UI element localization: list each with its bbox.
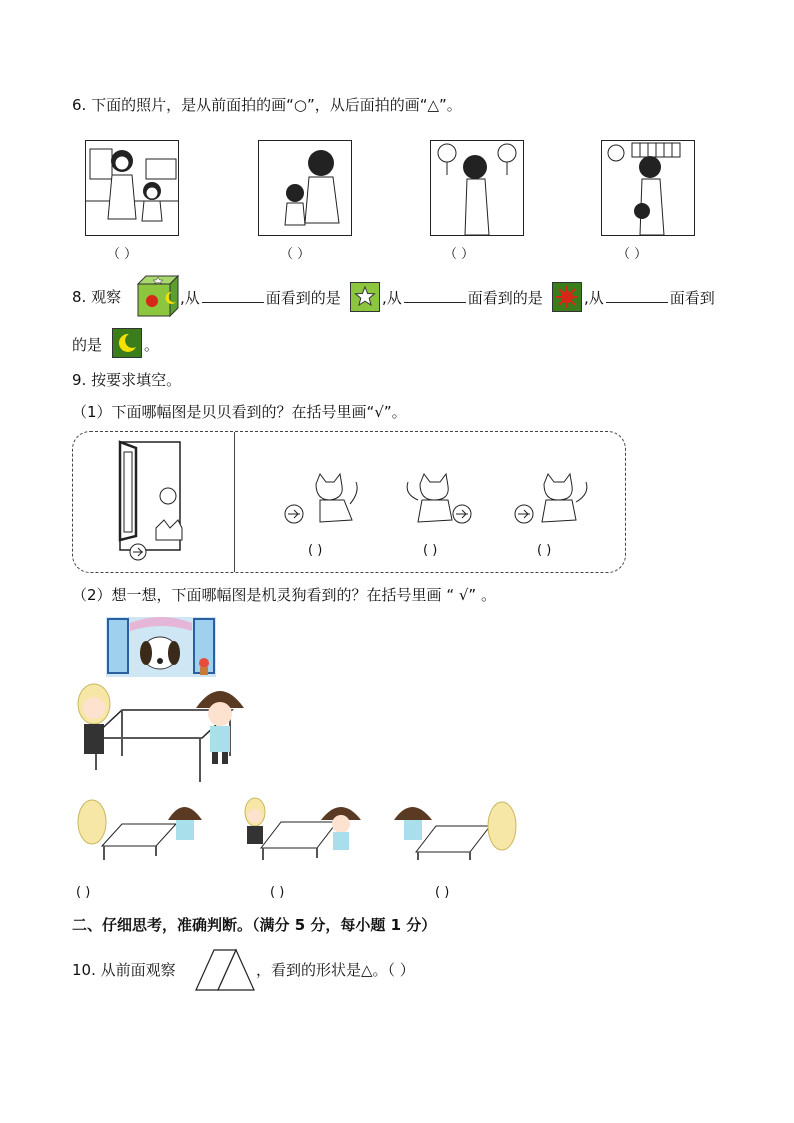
- triangular-prism-shape: [194, 948, 256, 992]
- view-option-3: [390, 796, 530, 860]
- photo-4-side: [601, 140, 695, 236]
- q8-from-2: ,从: [382, 289, 402, 307]
- q6-text: 6. 下面的照片，是从前面拍的画“○”，从后面拍的画“△”。: [72, 96, 462, 114]
- q8-part1: [180, 287, 341, 308]
- dog-window: [106, 617, 216, 677]
- q10-lead: 10. 从前面观察: [72, 961, 176, 979]
- q9-1-answer-1[interactable]: ( ): [308, 543, 323, 558]
- cube-picture: [136, 274, 180, 318]
- q9-divider: [234, 432, 235, 572]
- q8-see-3: 面看到: [669, 289, 715, 307]
- table-scene: [72, 678, 272, 788]
- view-option-1: [72, 796, 212, 860]
- q8-blank-3[interactable]: [606, 287, 668, 303]
- cat-view-3: [510, 470, 592, 530]
- sun-face: [552, 282, 582, 312]
- q6-answer-4[interactable]: （ ）: [617, 247, 648, 262]
- q6-answer-2[interactable]: （ ）: [280, 247, 311, 262]
- photo-2-back: [258, 140, 352, 236]
- q8-blank-2[interactable]: [404, 287, 466, 303]
- q8-part2: [382, 287, 543, 308]
- q9-1-answer-2[interactable]: ( ): [423, 543, 438, 558]
- q8-see-2: 面看到的是: [467, 289, 543, 307]
- q6-answer-1[interactable]: （ ）: [107, 247, 138, 262]
- q8-line2: [72, 335, 102, 355]
- q8-lead: 8. 观察: [72, 288, 122, 306]
- q9-2-answer-3[interactable]: ( ): [435, 885, 450, 900]
- q8-from-1: ,从: [180, 289, 200, 307]
- q6-answer-3[interactable]: （ ）: [444, 247, 475, 262]
- star-face: [350, 282, 380, 312]
- cat-view-1: [280, 470, 362, 530]
- q9-sub1: （1）下面哪幅图是贝贝看到的？在括号里画“√”。: [72, 403, 407, 421]
- cat-view-2: [400, 470, 482, 530]
- q9-2-answer-2[interactable]: ( ): [270, 885, 285, 900]
- q8-from-3: ,从: [584, 289, 604, 307]
- photo-3-side: [430, 140, 524, 236]
- door-scene: [112, 440, 202, 565]
- photo-1-front: [85, 140, 179, 236]
- view-option-2: [237, 796, 377, 860]
- q9-sub2: （2）想一想，下面哪幅图是机灵狗看到的？在括号里画 “ √” 。: [72, 586, 496, 604]
- q8-part3: [584, 287, 715, 308]
- q9-title: 9. 按要求填空。: [72, 371, 182, 389]
- moon-face: [112, 328, 142, 358]
- q8-end: 。: [144, 336, 160, 354]
- q9-1-answer-3[interactable]: ( ): [537, 543, 552, 558]
- section-2-heading: 二、仔细思考，准确判断。（满分 5 分，每小题 1 分）: [72, 916, 437, 934]
- q8-line: [72, 287, 121, 307]
- q8-see-1: 面看到的是: [265, 289, 341, 307]
- q8-line2-text: 的是: [72, 336, 103, 354]
- q8-blank-1[interactable]: [202, 287, 264, 303]
- q10-tail: ，看到的形状是△。（ ）: [256, 961, 415, 979]
- q9-2-answer-1[interactable]: ( ): [76, 885, 91, 900]
